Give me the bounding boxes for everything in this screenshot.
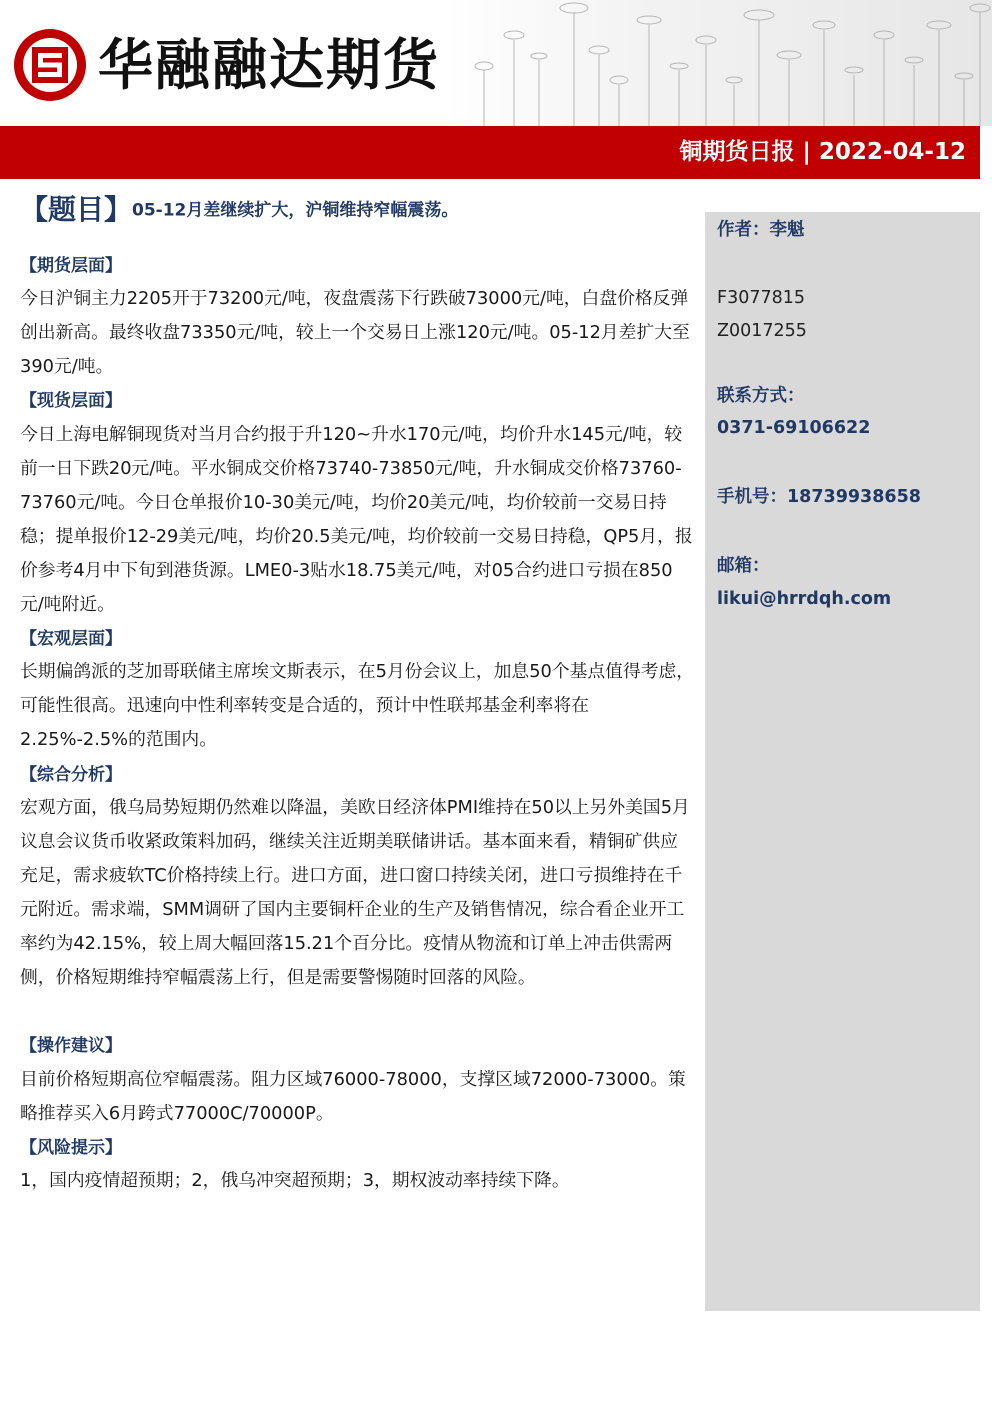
advice-paragraph: 目前价格短期高位窄幅震荡。阻力区域76000-78000，支撑区域72000-73000。策略推荐买入6月跨式77000C/70000P。 (20, 1069, 686, 1124)
email-label: 邮箱： (717, 556, 770, 576)
risk-paragraph: 1，国内疫情超预期；2，俄乌冲突超预期；3，期权波动率持续下降。 (20, 1170, 570, 1191)
company-logo-icon (12, 27, 88, 103)
report-title-bar (0, 126, 980, 179)
futures-heading: 【期货层面】 (20, 256, 122, 276)
headline-label: 【题目】 (20, 193, 133, 226)
spot-heading: 【现货层面】 (20, 391, 122, 411)
headline-text: 05-12月差继续扩大，沪铜维持窄幅震荡。 (132, 200, 459, 221)
futures-paragraph: 今日沪铜主力2205开于73200元/吨，夜盘震荡下行跌破73000元/吨，白盘价格反弹创出新高。最终收盘73350元/吨，较上一个交易日上涨120元/吨。05-12月差扩大至390元/吨。 (20, 288, 690, 377)
macro-heading: 【宏观层面】 (20, 629, 122, 649)
email-address: likui@hrrdqh.com (717, 589, 892, 609)
license-number-2: Z0017255 (717, 321, 807, 341)
spot-paragraph: 今日上海电解铜现货对当月合约报于升120~升水170元/吨，均价升水145元/吨，较前一日下跌20元/吨。平水铜成交价格73740-73850元/吨，升水铜成交价格73760-73760元/吨。今日仓单报价10-30美元/吨，均价20美元/吨，均价较前一交易日持稳；提单报价12-29美元/吨，均价20.5美元/吨，均价较前一交易日持稳，QP5月，报价参考4月中下旬到港货源。LME0-3贴水18.75美元/吨，对05合约进口亏损在850元/吨附近。 (20, 424, 693, 615)
author-name: 作者：李魁 (717, 220, 805, 240)
analysis-heading: 【综合分析】 (20, 765, 122, 785)
macro-paragraph: 长期偏鸽派的芝加哥联储主席埃文斯表示，在5月份会议上，加息50个基点值得考虑，可能性很高。迅速向中性利率转变是合适的，预计中性联邦基金利率将在2.25%-2.5%的范围内。 (20, 661, 695, 750)
contact-phone: 0371-69106622 (717, 418, 871, 438)
mobile-number: 手机号：18739938658 (717, 487, 921, 507)
license-number-1: F3077815 (717, 288, 806, 308)
report-header (0, 0, 992, 126)
brand-name: 华融融达期货 (98, 33, 441, 97)
header-decoration (444, 0, 992, 126)
contact-label: 联系方式： (717, 386, 805, 406)
report-title: 铜期货日报 | 2022-04-12 (679, 139, 966, 165)
analysis-paragraph: 宏观方面，俄乌局势短期仍然难以降温，美欧日经济体PMI维持在50以上另外美国5月议息会议货币收紧政策料加码，继续关注近期美联储讲话。基本面来看，精铜矿供应充足，需求疲软TC价格持续上行。进口方面，进口窗口持续关闭，进口亏损维持在千元附近。需求端，SMM调研了国内主要铜杆企业的生产及销售情况，综合看企业开工率约为42.15%，较上周大幅回落15.21个百分比。疫情从物流和订单上冲击供需两侧，价格短期维持窄幅震荡上行，但是需要警惕随时回落的风险。 (20, 797, 690, 988)
advice-heading: 【操作建议】 (20, 1036, 122, 1056)
risk-heading: 【风险提示】 (20, 1138, 122, 1158)
author-sidebar (705, 212, 980, 1311)
report-headline (20, 188, 458, 228)
